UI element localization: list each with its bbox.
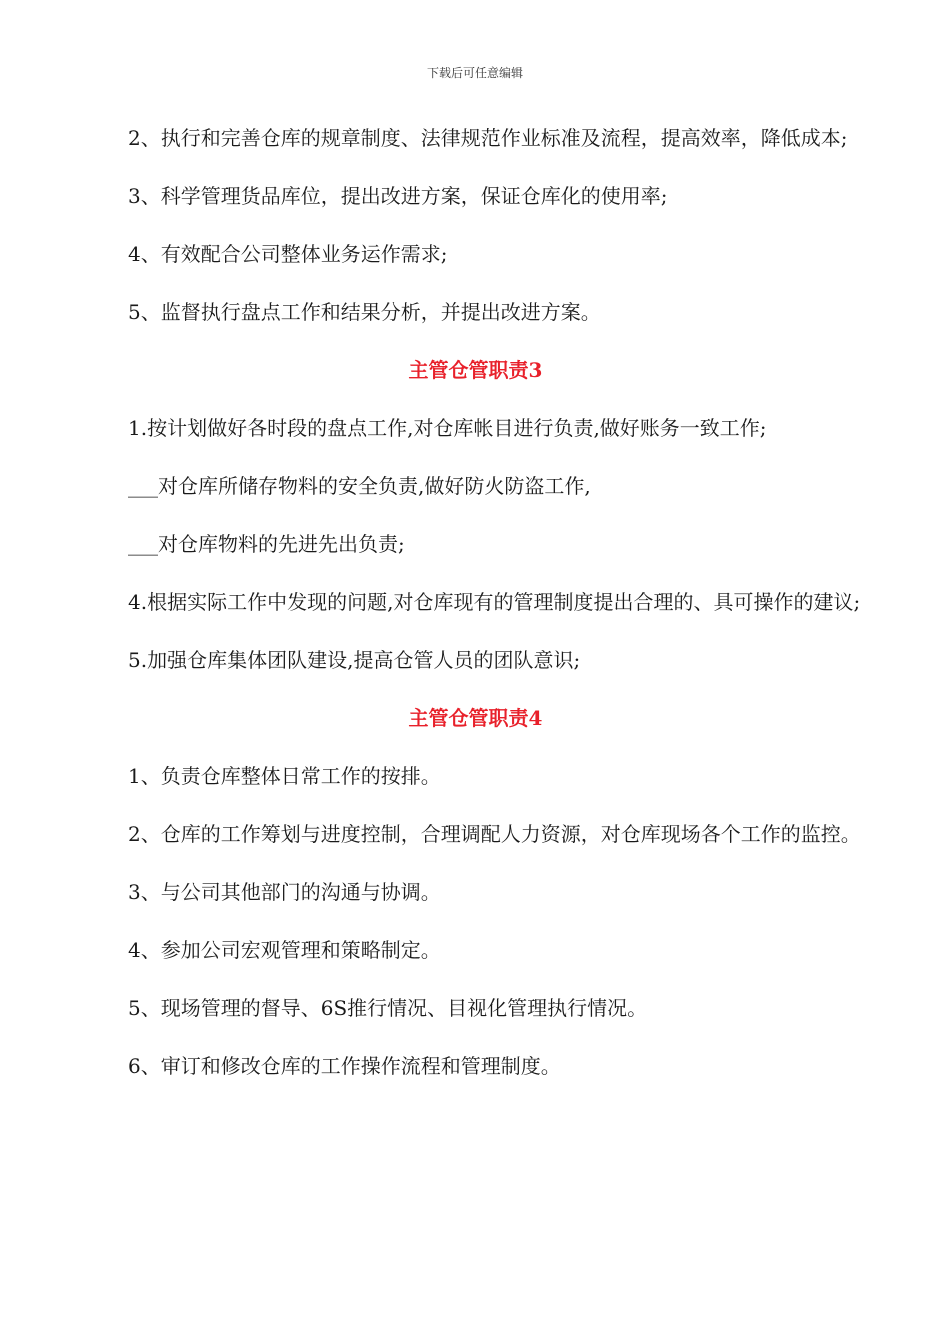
paragraph: 1、负责仓库整体日常工作的按排。 [128,764,441,788]
paragraph: 2、仓库的工作筹划与进度控制，合理调配人力资源，对仓库现场各个工作的监控。 [128,822,861,846]
paragraph: 3、与公司其他部门的沟通与协调。 [128,880,441,904]
paragraph: 5、监督执行盘点工作和结果分析，并提出改进方案。 [128,300,601,324]
paragraph: ___对仓库物料的先进先出负责; [128,532,405,556]
section-heading: 主管仓管职责4 [408,706,543,730]
paragraph: 4、有效配合公司整体业务运作需求; [128,242,448,266]
paragraph: 3、科学管理货品库位，提出改进方案，保证仓库化的使用率; [128,184,668,208]
paragraph: 5.加强仓库集体团队建设,提高仓管人员的团队意识; [128,648,581,672]
document-body [88,120,863,1106]
paragraph: 2、执行和完善仓库的规章制度、法律规范作业标准及流程，提高效率，降低成本; [128,126,848,150]
paragraph: 1.按计划做好各时段的盘点工作,对仓库帐目进行负责,做好账务一致工作; [128,416,767,440]
paragraph: ___对仓库所储存物料的安全负责,做好防火防盗工作, [128,474,591,498]
paragraph: 5、现场管理的督导、6S推行情况、目视化管理执行情况。 [128,996,648,1020]
paragraph: 6、审订和修改仓库的工作操作流程和管理制度。 [128,1054,561,1078]
page-header: 下载后可任意编辑 [426,66,523,80]
section-heading: 主管仓管职责3 [408,358,543,382]
paragraph: 4.根据实际工作中发现的问题,对仓库现有的管理制度提出合理的、具可操作的建议; [128,590,861,614]
paragraph: 4、参加公司宏观管理和策略制定。 [128,938,441,962]
